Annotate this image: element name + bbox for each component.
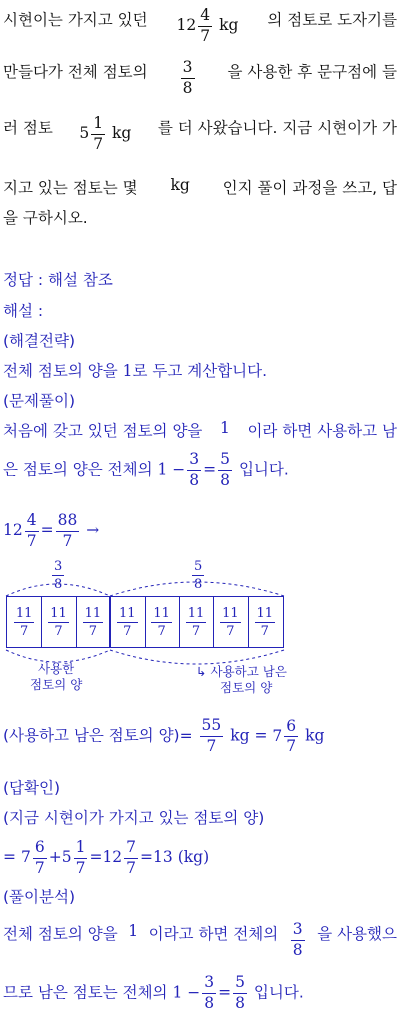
solve-header: (문제풀이)	[3, 392, 75, 410]
explanation-label: 해설 :	[3, 302, 44, 320]
solve-line-1: 처음에 갖고 있던 점토의 양을 1 이라 하면 사용하고 남	[3, 419, 397, 440]
tape-cell	[248, 597, 282, 647]
problem-line-1	[3, 8, 397, 44]
remain-equation: (사용하고 남은 점토의 양)= $\frac{55}{7}$ kg = 7 $\frac{6}{7}$ kg	[3, 716, 325, 755]
mixed-number: 5 $\frac{1}{7}$ kg	[79, 114, 132, 153]
problem-line-2	[3, 60, 397, 96]
analysis-line-1: 전체 점토의 양을 1 이라고 하면 전체의 $\frac{3}{8}$ 을 사용했으	[3, 920, 397, 959]
problem-text: 의 점토로 도자기를	[267, 11, 397, 29]
cell-fraction: $\frac{11}{7}$	[84, 605, 102, 639]
problem-text: 만들다가 전체 점토의	[3, 63, 148, 81]
problem-text: 지고 있는 점토는 몇	[3, 179, 138, 197]
unit: kg	[170, 176, 190, 194]
tape-cell	[7, 597, 42, 647]
problem-text: 을 사용한 후 문구점에 들	[227, 63, 397, 81]
top-left-fraction: $\frac{3}{8}$	[54, 559, 63, 592]
used-label: 사용한 점토의 양	[30, 661, 83, 692]
cell-fraction: $\frac{11}{7}$	[119, 605, 136, 639]
strategy-text: 전체 점토의 양을 1로 두고 계산합니다.	[3, 362, 268, 380]
sum-equation: = 7 $\frac{6}{7}$ +5 $\frac{1}{7}$ =12 $\frac{7}{7}$ =13 (kg)	[3, 838, 210, 877]
tape-cell	[179, 597, 214, 647]
answer-label: 정답 : 해설 참조	[3, 271, 113, 289]
mixed-number: 12 $\frac{4}{7}$ kg	[176, 6, 239, 45]
tape-cell	[213, 597, 248, 647]
analysis-header: (풀이분석)	[3, 888, 75, 906]
remain-bracket-bottom	[110, 650, 284, 664]
tape-cell	[145, 597, 180, 647]
problem-line-4	[3, 176, 397, 198]
solve-line-2: 은 점토의 양은 전체의 1 − $\frac{3}{8}$ = $\frac{5}{8}$ 입니다.	[3, 450, 289, 489]
problem-text: 를 더 사왔습니다. 지금 시현이가 가	[157, 119, 397, 137]
tape-diagram	[0, 560, 400, 700]
tape-divider	[109, 596, 111, 648]
fraction: $\frac{3}{8}$	[182, 58, 193, 97]
cell-fraction: $\frac{11}{7}$	[50, 605, 67, 639]
arrow-right-icon: →	[86, 521, 100, 539]
check-line: (지금 시현이가 가지고 있는 점토의 양)	[3, 809, 265, 827]
analysis-line-2: 므로 남은 점토는 전체의 1 − $\frac{3}{8}$ = $\frac{5}{8}$ 입니다.	[3, 973, 304, 1012]
top-right-fraction: $\frac{5}{8}$	[194, 559, 203, 592]
strategy-header: (해결전략)	[3, 332, 75, 350]
conversion-line: 12 $\frac{4}{7}$ = $\frac{88}{7}$ →	[3, 511, 100, 550]
corner-arrow-icon: ↳	[196, 664, 207, 679]
problem-text: 시현이는 가지고 있던	[3, 11, 148, 29]
check-header: (답확인)	[3, 779, 61, 797]
tape-bar	[6, 596, 284, 648]
cell-fraction: $\frac{11}{7}$	[222, 605, 239, 639]
tape-cell	[41, 597, 76, 647]
cell-fraction: $\frac{11}{7}$	[15, 605, 33, 639]
tape-cell	[110, 597, 145, 647]
problem-line-3	[3, 116, 397, 152]
tape-cell	[76, 597, 111, 647]
problem-text: 러 점토	[3, 119, 53, 137]
problem-line-5: 을 구하시오.	[3, 209, 88, 227]
cell-fraction: $\frac{11}{7}$	[256, 605, 274, 639]
problem-text: 인지 풀이 과정을 쓰고, 답	[222, 179, 397, 197]
remain-label: ↳ 사용하고 남은 점토의 양	[196, 664, 287, 695]
cell-fraction: $\frac{11}{7}$	[187, 605, 205, 639]
cell-fraction: $\frac{11}{7}$	[153, 605, 170, 639]
